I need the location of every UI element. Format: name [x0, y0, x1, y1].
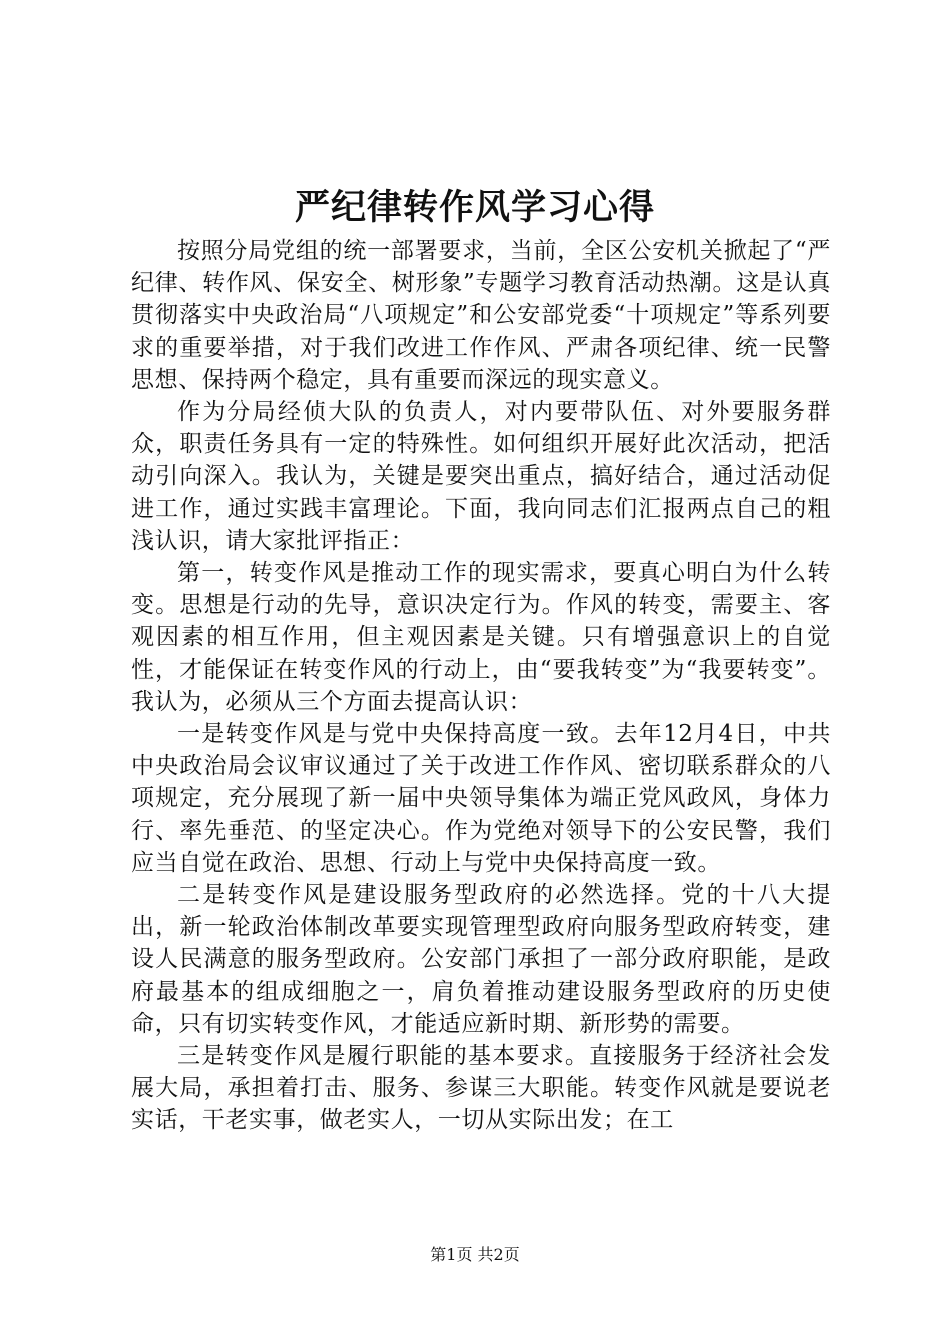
paragraph: 三是转变作风是履行职能的基本要求。直接服务于经济社会发展大局，承担着打击、服务、参谋三大职能。转变作风就是要说老实话，干老实事，做老实人，一切从实际出发；在工	[131, 1043, 831, 1134]
paragraph: 作为分局经侦大队的负责人，对内要带队伍、对外要服务群众，职责任务具有一定的特殊性。如何组织开展好此次活动，把活动引向深入。我认为，关键是要突出重点，搞好结合，通过活动促进工作，通过实践丰富理论。下面，我向同志们汇报两点自己的粗浅认识，请大家批评指正：	[131, 399, 831, 554]
page-number-footer: 第1页 共2页	[430, 1245, 520, 1264]
paragraph: 一是转变作风是与党中央保持高度一致。去年12月4日，中共中央政治局会议审议通过了关于改进工作作风、密切联系群众的八项规定，充分展现了新一届中央领导集体为端正党风政风，身体力行、率先垂范、的坚定决心。作为党绝对领导下的公安民警，我们应当自觉在政治、思想、行动上与党中央保持高度一致。	[131, 721, 831, 876]
paragraph: 二是转变作风是建设服务型政府的必然选择。党的十八大提出，新一轮政治体制改革要实现管理型政府向服务型政府转变，建设人民满意的服务型政府。公安部门承担了一部分政府职能，是政府最基本的组成细胞之一，肩负着推动建设服务型政府的历史使命，只有切实转变作风，才能适应新时期、新形势的需要。	[131, 882, 831, 1037]
paragraph: 第一，转变作风是推动工作的现实需求，要真心明白为什么转变。思想是行动的先导，意识决定行为。作风的转变，需要主、客观因素的相互作用，但主观因素是关键。只有增强意识上的自觉性，才能保证在转变作风的行动上，由“要我转变”为“我要转变”。我认为，必须从三个方面去提高认识：	[131, 560, 831, 715]
document-title: 严纪律转作风学习心得	[294, 187, 655, 228]
document-body	[131, 235, 831, 1137]
paragraph: 按照分局党组的统一部署要求，当前，全区公安机关掀起了“严纪律、转作风、保安全、树形象”专题学习教育活动热潮。这是认真贯彻落实中央政治局“八项规定”和公安部党委“十项规定”等系列要求的重要举措，对于我们改进工作作风、严肃各项纪律、统一民警思想、保持两个稳定，具有重要而深远的现实意义。	[131, 238, 831, 393]
